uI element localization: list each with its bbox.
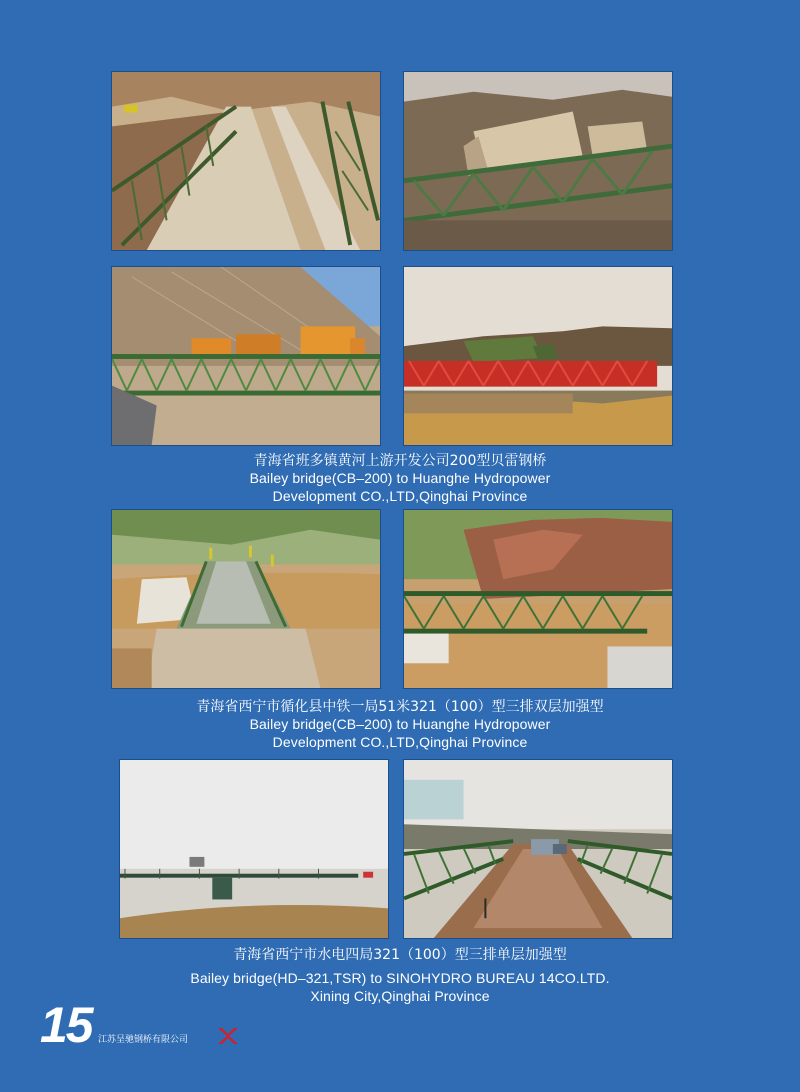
photo-bridge-river-flags: [111, 509, 381, 689]
caption-3-en-line2: Xining City,Qinghai Province: [310, 988, 490, 1004]
photo-wet-bridge-deck-cars: [403, 759, 673, 939]
company-logo-icon: [217, 1026, 239, 1046]
company-name: 江苏呈驰钢桥有限公司: [98, 1035, 189, 1045]
photo-truck-on-truss-bridge: [403, 71, 673, 251]
caption-3-zh: 青海省西宁市水电四局321（100）型三排单层加强型: [233, 947, 567, 963]
caption-1-zh: 青海省班多镇黄河上游开发公司200型贝雷钢桥: [253, 453, 547, 469]
photo-dump-trucks-green-bridge: [111, 266, 381, 446]
photo-long-green-bridge-cliff: [403, 509, 673, 689]
photo-bridge-deck-canyon: [111, 71, 381, 251]
caption-3-en-line1: Bailey bridge(HD–321,TSR) to SINOHYDRO BUREAU 14CO.LTD.: [190, 970, 610, 986]
caption-1: [0, 452, 800, 506]
caption-2-en-line2: Development CO.,LTD,Qinghai Province: [272, 734, 528, 750]
caption-2: [0, 698, 800, 752]
caption-1-en-line1: Bailey bridge(CB–200) to Huanghe Hydropower: [249, 470, 551, 486]
photo-truck-red-bridge: [403, 266, 673, 446]
caption-2-zh: 青海省西宁市循化县中铁一局51米321（100）型三排双层加强型: [196, 699, 604, 715]
caption-1-en-line2: Development CO.,LTD,Qinghai Province: [272, 488, 528, 504]
caption-3: [0, 946, 800, 1006]
page-number: 15: [40, 997, 92, 1053]
photo-distant-bridge-foggy: [119, 759, 389, 939]
caption-2-en-line1: Bailey bridge(CB–200) to Huanghe Hydropower: [249, 716, 551, 732]
